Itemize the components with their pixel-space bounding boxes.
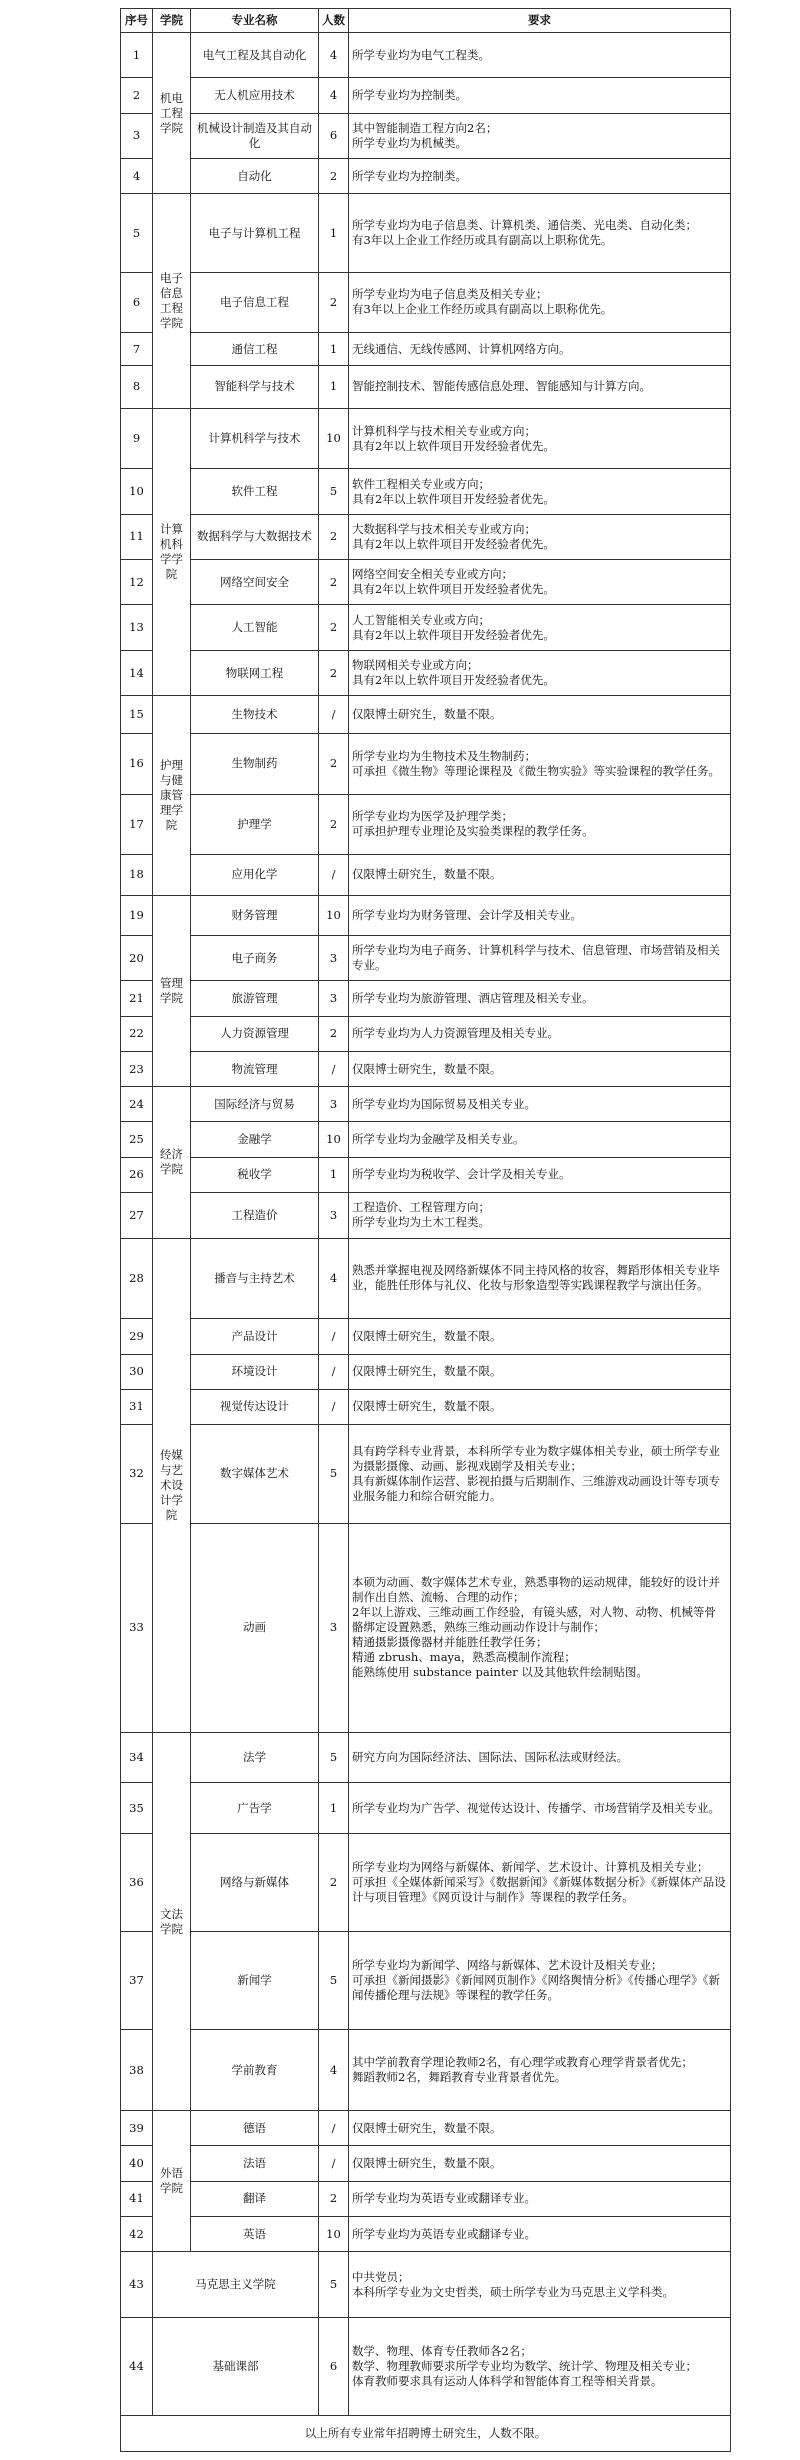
requirement-text: 软件工程相关专业或方向； 具有2年以上软件项目开发经验者优先。	[349, 469, 731, 514]
headcount: 4	[319, 78, 349, 113]
major-name: 环境设计	[191, 1354, 319, 1389]
major-name: 播音与主持艺术	[191, 1238, 319, 1319]
headcount: 4	[319, 2030, 349, 2111]
table-row	[121, 365, 731, 408]
requirement-text: 所学专业均为电子信息类、计算机类、通信类、光电类、自动化类； 有3年以上企业工作经历或具有副高以上职称优先。	[349, 194, 731, 272]
row-number: 3	[121, 113, 153, 158]
requirement-text: 网络空间安全相关专业或方向； 具有2年以上软件项目开发经验者优先。	[349, 560, 731, 605]
table-row	[121, 2030, 731, 2111]
row-number: 13	[121, 605, 153, 650]
table-row	[121, 514, 731, 559]
major-name: 金融学	[191, 1122, 319, 1157]
requirement-text: 人工智能相关专业或方向； 具有2年以上软件项目开发经验者优先。	[349, 605, 731, 650]
headcount: 10	[319, 895, 349, 935]
row-number: 26	[121, 1157, 153, 1192]
requirement-text: 物联网相关专业或方向； 具有2年以上软件项目开发经验者优先。	[349, 650, 731, 695]
headcount: 3	[319, 1523, 349, 1732]
row-number: 43	[121, 2252, 153, 2318]
headcount: 4	[319, 1238, 349, 1319]
row-number: 40	[121, 2146, 153, 2181]
headcount: 10	[319, 1122, 349, 1157]
header-college: 学院	[153, 9, 191, 33]
requirement-text: 所学专业均为电子信息类及相关专业； 有3年以上企业工作经历或具有副高以上职称优先。	[349, 272, 731, 333]
major-name: 应用化学	[191, 855, 319, 895]
row-number: 17	[121, 794, 153, 855]
headcount: 5	[319, 2252, 349, 2318]
major-name: 工程造价	[191, 1193, 319, 1238]
college-name: 护理与健康管理学院	[153, 696, 191, 895]
headcount: /	[319, 1319, 349, 1354]
headcount: 2	[319, 734, 349, 795]
recruitment-table	[120, 8, 731, 2452]
requirement-text: 仅限博士研究生，数量不限。	[349, 1319, 731, 1354]
row-number: 15	[121, 696, 153, 734]
major-name: 物流管理	[191, 1051, 319, 1086]
major-name: 税收学	[191, 1157, 319, 1192]
requirement-text: 本硕为动画、数字媒体艺术专业，熟悉事物的运动规律，能较好的设计并制作出自然、流畅、合理的动作； 2年以上游戏、三维动画工作经验，有镜头感，对人物、动物、机械等骨骼绑定设置熟悉，熟练三维动画动作设计与制作； 精通摄影摄像器材并能胜任教学任务； 精通 zbrush、maya，熟悉高模制作流程； 能熟练使用 substance painter 以及其他软件绘制贴图。	[349, 1523, 731, 1732]
table-row	[121, 333, 731, 366]
row-number: 4	[121, 159, 153, 194]
major-name: 广告学	[191, 1783, 319, 1833]
table-row	[121, 650, 731, 695]
major-name: 软件工程	[191, 469, 319, 514]
major-name: 通信工程	[191, 333, 319, 366]
table-row	[121, 272, 731, 333]
headcount: 3	[319, 1193, 349, 1238]
headcount: 6	[319, 2317, 349, 2415]
college-name: 传媒与艺术设计学院	[153, 1238, 191, 1732]
requirement-text: 其中学前教育学理论教师2名，有心理学或教育心理学背景者优先； 舞蹈教师2名，舞蹈教育专业背景者优先。	[349, 2030, 731, 2111]
requirement-text: 所学专业均为税收学、会计学及相关专业。	[349, 1157, 731, 1192]
major-name: 动画	[191, 1523, 319, 1732]
major-name: 新闻学	[191, 1932, 319, 2030]
table-row	[121, 1193, 731, 1238]
headcount: 2	[319, 650, 349, 695]
requirement-text: 所学专业均为网络与新媒体、新闻学、艺术设计、计算机及相关专业； 可承担《全媒体新闻采写》《数据新闻》《新媒体数据分析》《新媒体产品设计与项目管理》《网页设计与制作》等课程的教学任务。	[349, 1833, 731, 1931]
requirement-text: 研究方向为国际经济法、国际法、国际私法或财经法。	[349, 1732, 731, 1782]
row-number: 14	[121, 650, 153, 695]
table-row	[121, 1016, 731, 1051]
requirement-text: 所学专业均为广告学、视觉传达设计、传播学、市场营销学及相关专业。	[349, 1783, 731, 1833]
requirement-text: 所学专业均为金融学及相关专业。	[349, 1122, 731, 1157]
headcount: /	[319, 1354, 349, 1389]
table-row	[121, 794, 731, 855]
requirement-text: 所学专业均为电子商务、计算机科学与技术、信息管理、市场营销及相关专业。	[349, 935, 731, 980]
table-row	[121, 895, 731, 935]
major-name: 自动化	[191, 159, 319, 194]
major-name: 智能科学与技术	[191, 365, 319, 408]
major-name: 机械设计制造及其自动化	[191, 113, 319, 158]
requirement-text: 仅限博士研究生，数量不限。	[349, 1051, 731, 1086]
headcount: /	[319, 2146, 349, 2181]
major-name: 网络空间安全	[191, 560, 319, 605]
table-row	[121, 1122, 731, 1157]
college-name: 机电工程学院	[153, 33, 191, 194]
header-no: 序号	[121, 9, 153, 33]
table-row	[121, 1157, 731, 1192]
major-name: 数据科学与大数据技术	[191, 514, 319, 559]
row-number: 39	[121, 2111, 153, 2146]
footer-note: 以上所有专业常年招聘博士研究生，人数不限。	[121, 2416, 731, 2452]
requirement-text: 仅限博士研究生，数量不限。	[349, 855, 731, 895]
requirement-text: 智能控制技术、智能传感信息处理、智能感知与计算方向。	[349, 365, 731, 408]
requirement-text: 工程造价、工程管理方向； 所学专业均为土木工程类。	[349, 1193, 731, 1238]
row-number: 7	[121, 333, 153, 366]
table-row	[121, 696, 731, 734]
requirement-text: 所学专业均为生物技术及生物制药； 可承担《微生物》等理论课程及《微生物实验》等实验课程的教学任务。	[349, 734, 731, 795]
headcount: /	[319, 1389, 349, 1424]
requirement-text: 所学专业均为医学及护理学类； 可承担护理专业理论及实验类课程的教学任务。	[349, 794, 731, 855]
table-row	[121, 2146, 731, 2181]
major-name: 财务管理	[191, 895, 319, 935]
headcount: 2	[319, 1016, 349, 1051]
table-row	[121, 2111, 731, 2146]
requirement-text: 仅限博士研究生，数量不限。	[349, 2111, 731, 2146]
row-number: 6	[121, 272, 153, 333]
major-name: 计算机科学与技术	[191, 408, 319, 469]
headcount: 5	[319, 1732, 349, 1782]
row-number: 18	[121, 855, 153, 895]
college-name: 外语学院	[153, 2111, 191, 2252]
row-number: 9	[121, 408, 153, 469]
major-name: 电子信息工程	[191, 272, 319, 333]
table-row	[121, 1833, 731, 1931]
table-row	[121, 33, 731, 78]
requirement-text: 所学专业均为财务管理、会计学及相关专业。	[349, 895, 731, 935]
row-number: 34	[121, 1732, 153, 1782]
table-row	[121, 2317, 731, 2415]
requirement-text: 仅限博士研究生，数量不限。	[349, 696, 731, 734]
major-name: 视觉传达设计	[191, 1389, 319, 1424]
table-row	[121, 1523, 731, 1732]
headcount: /	[319, 2111, 349, 2146]
headcount: 3	[319, 981, 349, 1016]
headcount: 3	[319, 935, 349, 980]
table-row	[121, 2217, 731, 2252]
major-name: 人工智能	[191, 605, 319, 650]
headcount: 2	[319, 794, 349, 855]
major-name: 英语	[191, 2217, 319, 2252]
headcount: 10	[319, 2217, 349, 2252]
major-name: 无人机应用技术	[191, 78, 319, 113]
headcount: 5	[319, 469, 349, 514]
requirement-text: 其中智能制造工程方向2名； 所学专业均为机械类。	[349, 113, 731, 158]
major-name: 法学	[191, 1732, 319, 1782]
table-row	[121, 560, 731, 605]
major-name: 电气工程及其自动化	[191, 33, 319, 78]
major-name: 学前教育	[191, 2030, 319, 2111]
headcount: 4	[319, 33, 349, 78]
table-row	[121, 981, 731, 1016]
row-number: 29	[121, 1319, 153, 1354]
row-number: 42	[121, 2217, 153, 2252]
requirement-text: 所学专业均为控制类。	[349, 159, 731, 194]
major-name: 电子商务	[191, 935, 319, 980]
major-name: 旅游管理	[191, 981, 319, 1016]
header-count: 人数	[319, 9, 349, 33]
header-major: 专业名称	[191, 9, 319, 33]
headcount: 2	[319, 159, 349, 194]
major-name: 法语	[191, 2146, 319, 2181]
headcount: 3	[319, 1087, 349, 1122]
major-name: 生物技术	[191, 696, 319, 734]
major-name: 物联网工程	[191, 650, 319, 695]
college-name: 文法学院	[153, 1732, 191, 2110]
requirement-text: 数学、物理、体育专任教师各2名； 数学、物理教师要求所学专业均为数学、统计学、物理及相关专业； 体育教师要求具有运动人体科学和智能体育工程等相关背景。	[349, 2317, 731, 2415]
major-name: 电子与计算机工程	[191, 194, 319, 272]
table-row	[121, 1354, 731, 1389]
headcount: /	[319, 1051, 349, 1086]
row-number: 38	[121, 2030, 153, 2111]
row-number: 35	[121, 1783, 153, 1833]
headcount: /	[319, 855, 349, 895]
row-number: 1	[121, 33, 153, 78]
requirement-text: 仅限博士研究生，数量不限。	[349, 1354, 731, 1389]
table-row	[121, 605, 731, 650]
table-row	[121, 1051, 731, 1086]
requirement-text: 所学专业均为新闻学、网络与新媒体、艺术设计及相关专业； 可承担《新闻摄影》《新闻网页制作》《网络舆情分析》《传播心理学》《新闻传播伦理与法规》等课程的教学任务。	[349, 1932, 731, 2030]
row-number: 32	[121, 1425, 153, 1523]
requirement-text: 所学专业均为电气工程类。	[349, 33, 731, 78]
row-number: 36	[121, 1833, 153, 1931]
row-number: 41	[121, 2181, 153, 2216]
college-name: 经济学院	[153, 1087, 191, 1238]
major-name: 人力资源管理	[191, 1016, 319, 1051]
row-number: 19	[121, 895, 153, 935]
header-row	[121, 9, 731, 33]
major-name: 基础课部	[153, 2317, 319, 2415]
major-name: 国际经济与贸易	[191, 1087, 319, 1122]
major-name: 网络与新媒体	[191, 1833, 319, 1931]
table-row	[121, 1783, 731, 1833]
row-number: 5	[121, 194, 153, 272]
table-row	[121, 1238, 731, 1319]
table-row	[121, 408, 731, 469]
headcount: 5	[319, 1425, 349, 1523]
row-number: 8	[121, 365, 153, 408]
table-body	[121, 33, 731, 2452]
row-number: 22	[121, 1016, 153, 1051]
headcount: 1	[319, 194, 349, 272]
row-number: 23	[121, 1051, 153, 1086]
requirement-text: 计算机科学与技术相关专业或方向； 具有2年以上软件项目开发经验者优先。	[349, 408, 731, 469]
headcount: 10	[319, 408, 349, 469]
row-number: 27	[121, 1193, 153, 1238]
headcount: 2	[319, 560, 349, 605]
table-row	[121, 1732, 731, 1782]
row-number: 28	[121, 1238, 153, 1319]
table-row	[121, 2252, 731, 2318]
headcount: 2	[319, 605, 349, 650]
major-name: 德语	[191, 2111, 319, 2146]
row-number: 33	[121, 1523, 153, 1732]
requirement-text: 所学专业均为人力资源管理及相关专业。	[349, 1016, 731, 1051]
footer-row	[121, 2416, 731, 2452]
row-number: 16	[121, 734, 153, 795]
row-number: 25	[121, 1122, 153, 1157]
major-name: 生物制药	[191, 734, 319, 795]
table-row	[121, 78, 731, 113]
headcount: /	[319, 696, 349, 734]
row-number: 31	[121, 1389, 153, 1424]
requirement-text: 中共党员； 本科所学专业为文史哲类，硕士所学专业为马克思主义学科类。	[349, 2252, 731, 2318]
requirement-text: 所学专业均为控制类。	[349, 78, 731, 113]
requirement-text: 所学专业均为国际贸易及相关专业。	[349, 1087, 731, 1122]
requirement-text: 具有跨学科专业背景，本科所学专业为数字媒体相关专业，硕士所学专业为摄影摄像、动画、影视戏剧学及相关专业； 具有新媒体制作运营、影视拍摄与后期制作、三维游戏动画设计等专项专业服务能力和综合研究能力。	[349, 1425, 731, 1523]
headcount: 1	[319, 333, 349, 366]
requirement-text: 仅限博士研究生，数量不限。	[349, 2146, 731, 2181]
headcount: 6	[319, 113, 349, 158]
major-name: 翻译	[191, 2181, 319, 2216]
table-row	[121, 469, 731, 514]
table-row	[121, 194, 731, 272]
row-number: 12	[121, 560, 153, 605]
major-name: 产品设计	[191, 1319, 319, 1354]
table-row	[121, 855, 731, 895]
row-number: 2	[121, 78, 153, 113]
table-row	[121, 935, 731, 980]
requirement-text: 所学专业均为英语专业或翻译专业。	[349, 2181, 731, 2216]
headcount: 2	[319, 1833, 349, 1931]
requirement-text: 大数据科学与技术相关专业或方向； 具有2年以上软件项目开发经验者优先。	[349, 514, 731, 559]
row-number: 24	[121, 1087, 153, 1122]
headcount: 2	[319, 2181, 349, 2216]
headcount: 1	[319, 1783, 349, 1833]
table-row	[121, 2181, 731, 2216]
row-number: 20	[121, 935, 153, 980]
table-row	[121, 1389, 731, 1424]
table-row	[121, 1087, 731, 1122]
headcount: 1	[319, 365, 349, 408]
requirement-text: 仅限博士研究生，数量不限。	[349, 1389, 731, 1424]
table-row	[121, 734, 731, 795]
headcount: 2	[319, 514, 349, 559]
college-name: 计算机科学学院	[153, 408, 191, 695]
requirement-text: 无线通信、无线传感网、计算机网络方向。	[349, 333, 731, 366]
row-number: 21	[121, 981, 153, 1016]
requirement-text: 熟悉并掌握电视及网络新媒体不同主持风格的妆容，舞蹈形体相关专业毕业，能胜任形体与礼仪、化妆与形象造型等实践课程教学与演出任务。	[349, 1238, 731, 1319]
table-row	[121, 1425, 731, 1523]
college-name: 电子信息工程学院	[153, 194, 191, 408]
row-number: 10	[121, 469, 153, 514]
table-row	[121, 159, 731, 194]
requirement-text: 所学专业均为旅游管理、酒店管理及相关专业。	[349, 981, 731, 1016]
major-name: 数字媒体艺术	[191, 1425, 319, 1523]
table-row	[121, 113, 731, 158]
table-row	[121, 1319, 731, 1354]
requirement-text: 所学专业均为英语专业或翻译专业。	[349, 2217, 731, 2252]
row-number: 44	[121, 2317, 153, 2415]
row-number: 11	[121, 514, 153, 559]
row-number: 30	[121, 1354, 153, 1389]
headcount: 2	[319, 272, 349, 333]
major-name: 护理学	[191, 794, 319, 855]
college-name: 管理学院	[153, 895, 191, 1087]
headcount: 1	[319, 1157, 349, 1192]
headcount: 5	[319, 1932, 349, 2030]
row-number: 37	[121, 1932, 153, 2030]
table-row	[121, 1932, 731, 2030]
major-name: 马克思主义学院	[153, 2252, 319, 2318]
header-requirement: 要求	[349, 9, 731, 33]
